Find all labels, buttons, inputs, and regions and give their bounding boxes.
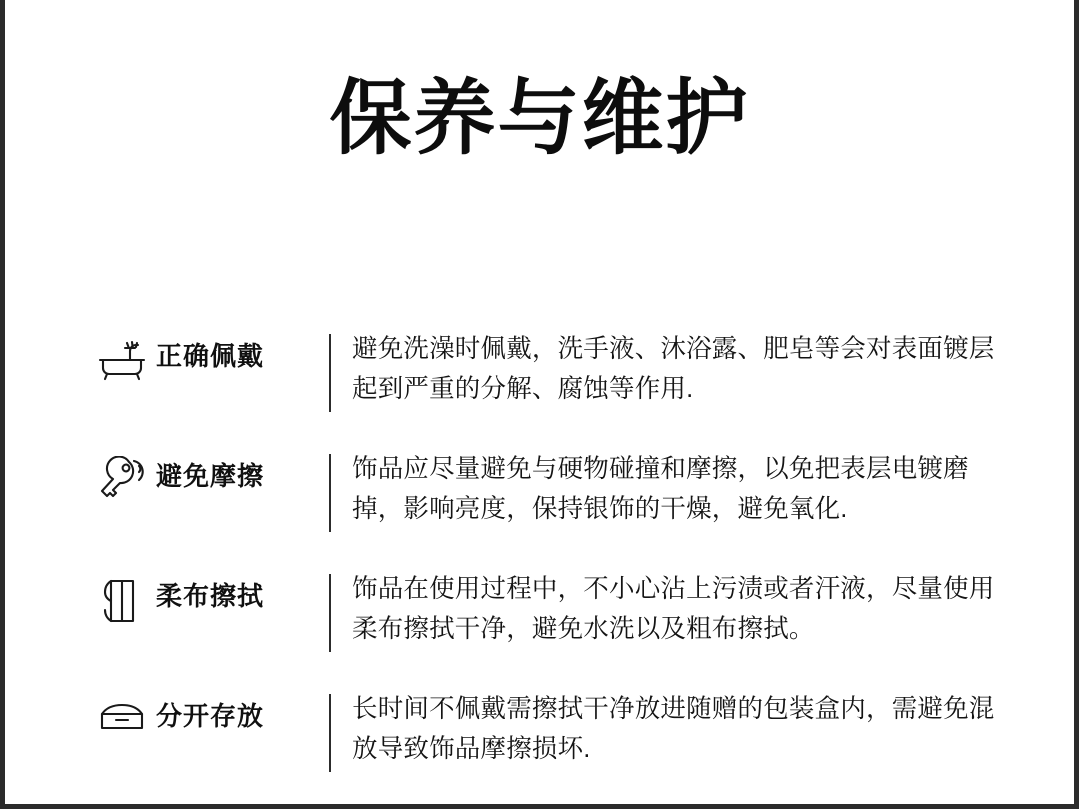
list-item-divider (308, 560, 352, 652)
list-item-divider (308, 680, 352, 772)
list-item-label-cell (156, 320, 308, 373)
keys-icon (88, 440, 156, 504)
list-item-divider (308, 440, 352, 532)
list-item-text-cell (352, 680, 1008, 769)
list-item-description: 避免洗澡时佩戴，洗手液、沐浴露、肥皂等会对表面镀层起到严重的分解、腐蚀等作用. (352, 335, 995, 403)
list-item-divider (308, 320, 352, 412)
list-item-label: 正确佩戴 (156, 341, 265, 371)
jewelry-box-icon (88, 680, 156, 736)
list-item-text-cell (352, 320, 1008, 409)
page-title: 保养与维护 (329, 73, 750, 164)
list-item-label: 分开存放 (156, 701, 265, 731)
list-item-label: 柔布擦拭 (156, 581, 265, 611)
bathtub-icon (88, 320, 156, 382)
list-item (88, 440, 1008, 552)
list-item-label-cell (156, 680, 308, 733)
list-item (88, 320, 1008, 432)
list-item (88, 560, 1008, 672)
list-item-text-cell (352, 440, 1008, 529)
frame-edge-bottom (0, 804, 1079, 809)
list-item-text-cell (352, 560, 1008, 649)
list-item-description: 饰品在使用过程中，不小心沾上污渍或者汗液，尽量使用柔布擦拭干净，避免水洗以及粗布擦拭。 (352, 575, 995, 643)
soft-cloth-icon (88, 560, 156, 626)
list-item-label: 避免摩擦 (156, 461, 265, 491)
list-item-description: 长时间不佩戴需擦拭干净放进随赠的包装盒内，需避免混放导致饰品摩擦损坏. (352, 695, 995, 763)
list-item-label-cell (156, 440, 308, 493)
care-instruction-list (88, 320, 1008, 792)
list-item-description: 饰品应尽量避免与硬物碰撞和摩擦，以免把表层电镀磨掉，影响亮度，保持银饰的干燥，避免氧化. (352, 455, 969, 523)
list-item-label-cell (156, 560, 308, 613)
list-item (88, 680, 1008, 792)
